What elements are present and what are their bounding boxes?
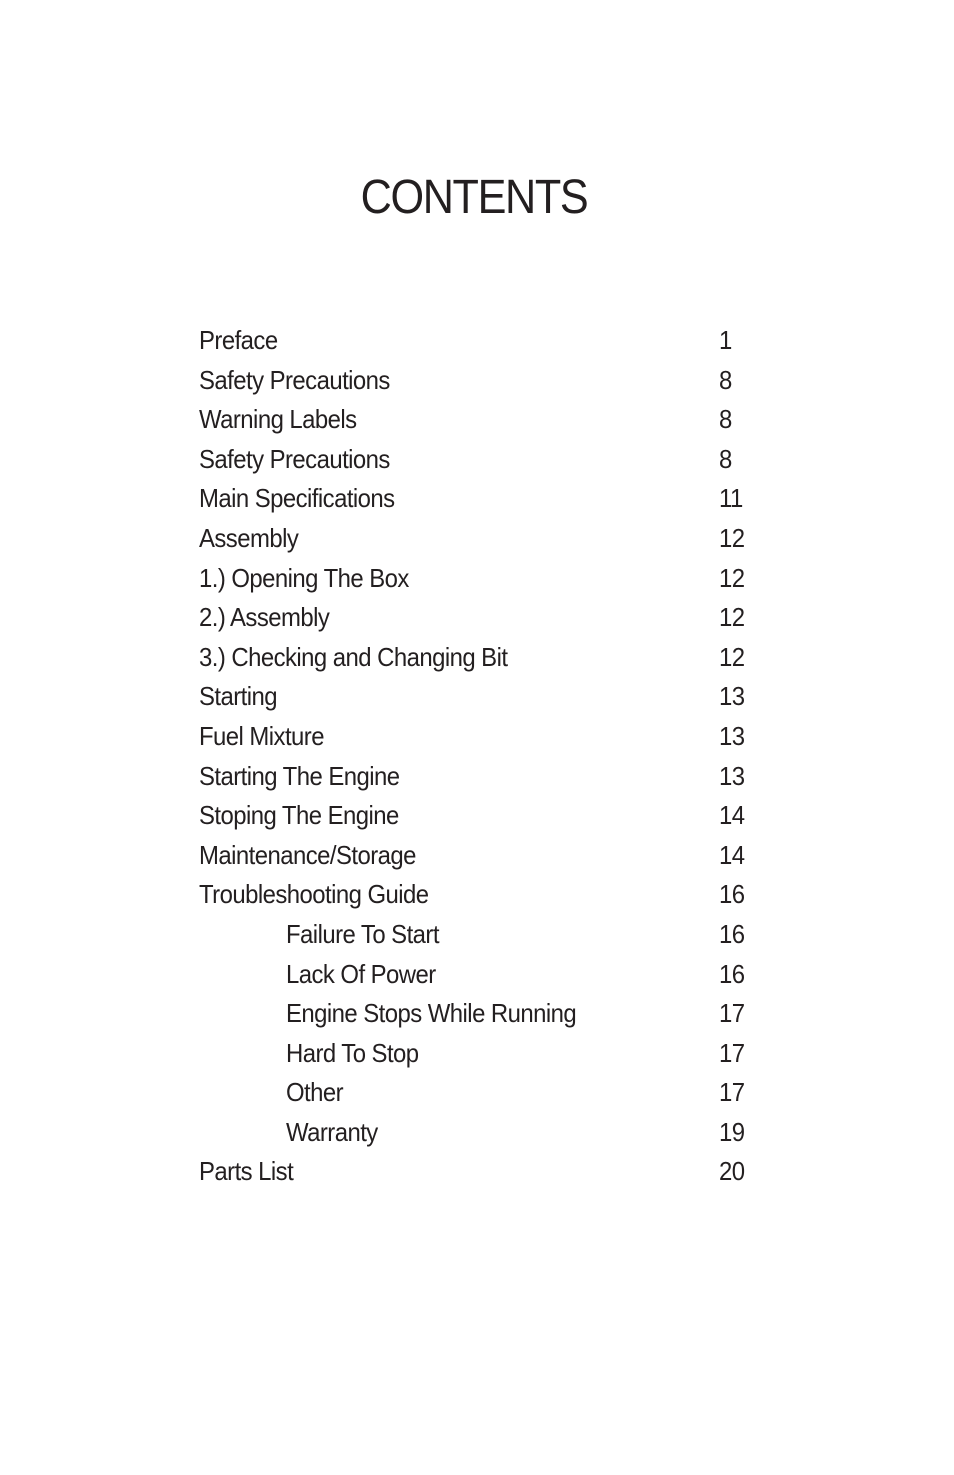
toc-entry [199,399,759,439]
toc-entry-page-number: 16 [719,879,745,910]
toc-entry-label: 3.) Checking and Changing Bit [199,641,508,672]
toc-entry-label: Starting [199,681,278,712]
toc-entry-page-number: 13 [719,720,745,751]
toc-entry-page-number: 17 [719,1037,745,1068]
toc-entry-label: Failure To Start [286,918,439,949]
toc-entry [199,360,759,400]
toc-entry-label: Engine Stops While Running [286,998,577,1029]
toc-entry-page-number: 20 [719,1156,745,1187]
toc-entry [199,835,759,875]
toc-entry-label: Safety Precautions [199,364,390,395]
toc-entry-label: Other [286,1077,344,1108]
toc-entry [199,716,759,756]
toc-entry-page-number: 12 [719,522,745,553]
toc-entry-label: Parts List [199,1156,294,1187]
toc-entry-page-number: 8 [719,443,732,474]
toc-entry [199,518,759,558]
toc-entry [199,478,759,518]
toc-entry-label: Troubleshooting Guide [199,879,429,910]
toc-entry [199,320,759,360]
toc-entry-page-number: 14 [719,800,745,831]
toc-entry-page-number: 13 [719,760,745,791]
toc-entry-label: Main Specifications [199,483,395,514]
toc-entry-page-number: 12 [719,562,745,593]
page-title: CONTENTS [360,171,588,224]
toc-entry [199,874,759,914]
toc-entry-label: Safety Precautions [199,443,390,474]
toc-entry-page-number: 8 [719,364,732,395]
toc-entry [199,914,759,954]
toc-entry-label: Stoping The Engine [199,800,399,831]
toc-entry [199,1033,759,1073]
toc-entry-page-number: 12 [719,602,745,633]
toc-entry [199,795,759,835]
toc-entry-label: 2.) Assembly [199,602,330,633]
table-of-contents [199,320,759,1191]
toc-entry-page-number: 19 [719,1116,745,1147]
toc-entry-label: Warranty [286,1116,378,1147]
toc-entry-page-number: 12 [719,641,745,672]
toc-entry [199,993,759,1033]
toc-entry-page-number: 11 [719,483,743,514]
toc-entry [199,597,759,637]
toc-entry-page-number: 16 [719,958,745,989]
toc-entry-page-number: 17 [719,1077,745,1108]
toc-entry-page-number: 16 [719,918,745,949]
toc-entry-page-number: 17 [719,998,745,1029]
toc-entry-label: Preface [199,325,278,355]
toc-entry [199,637,759,677]
toc-entry-label: 1.) Opening The Box [199,562,409,593]
toc-entry-page-number: 13 [719,681,745,712]
toc-entry [199,558,759,598]
toc-entry [199,1112,759,1152]
toc-entry [199,1072,759,1112]
toc-entry-label: Maintenance/Storage [199,839,416,870]
toc-entry [199,676,759,716]
toc-entry-label: Hard To Stop [286,1037,419,1068]
toc-entry-page-number: 8 [719,404,732,435]
toc-entry-label: Assembly [199,522,299,553]
toc-entry-label: Starting The Engine [199,760,400,791]
toc-entry [199,439,759,479]
toc-entry-label: Fuel Mixture [199,720,324,751]
toc-entry [199,756,759,796]
toc-entry-page-number: 14 [719,839,745,870]
toc-entry-label: Lack Of Power [286,958,436,989]
toc-entry [199,1151,759,1191]
toc-entry-page-number: 1 [719,325,732,355]
toc-entry-label: Warning Labels [199,404,357,435]
toc-entry [199,954,759,994]
